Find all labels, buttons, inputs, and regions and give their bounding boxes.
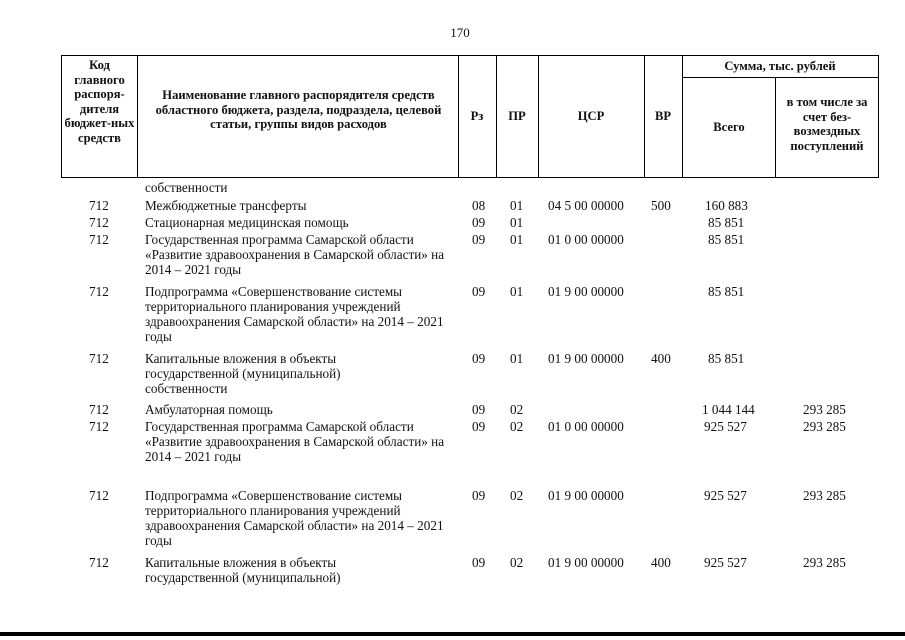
row-total: 160 883 — [705, 198, 748, 213]
row-rz: 09 — [472, 555, 486, 570]
row-name: Амбулаторная помощь — [145, 402, 273, 417]
row-rz: 09 — [472, 215, 486, 230]
row-rz: 09 — [472, 351, 486, 366]
row-code: 712 — [89, 555, 109, 570]
row-pr: 02 — [510, 419, 524, 434]
row-pr: 02 — [510, 488, 524, 503]
row-code: 712 — [89, 402, 109, 417]
row-rz: 09 — [472, 232, 486, 247]
row-csr: 01 9 00 00000 — [548, 555, 624, 570]
row-name: собственности — [145, 180, 228, 195]
row-code: 712 — [89, 198, 109, 213]
row-vr: 400 — [651, 555, 671, 570]
row-total: 1 044 144 — [702, 402, 755, 417]
row-name: Подпрограмма «Совершенствование системы территориального планирования учреждений здравоохранения Самарской области» на 2014 – 2021 годы — [145, 284, 444, 344]
row-incl: 293 285 — [803, 402, 846, 417]
row-pr: 01 — [510, 232, 524, 247]
row-rz: 09 — [472, 419, 486, 434]
row-pr: 01 — [510, 215, 524, 230]
row-name: Капитальные вложения в объекты государственной (муниципальной) собственности — [145, 351, 341, 396]
row-csr: 01 9 00 00000 — [548, 488, 624, 503]
row-incl: 293 285 — [803, 555, 846, 570]
row-rz: 09 — [472, 402, 486, 417]
row-csr: 01 9 00 00000 — [548, 351, 624, 366]
row-rz: 09 — [472, 284, 486, 299]
row-total: 85 851 — [708, 215, 745, 230]
row-code: 712 — [89, 284, 109, 299]
row-total: 85 851 — [708, 232, 745, 247]
row-total: 925 527 — [704, 555, 747, 570]
header-rz: Рз — [470, 109, 484, 123]
header-total: Всего — [713, 120, 745, 134]
row-pr: 01 — [510, 351, 524, 366]
row-incl: 293 285 — [803, 419, 846, 434]
row-csr: 04 5 00 00000 — [548, 198, 624, 213]
page-bottom-border — [0, 632, 905, 636]
header-sum-group: Сумма, тыс. рублей — [724, 59, 836, 73]
row-vr: 500 — [651, 198, 671, 213]
row-rz: 09 — [472, 488, 486, 503]
header-name: Наименование главного распорядителя средств областного бюджета, раздела, подраздела, целевой статьи, группы видов расходов — [155, 88, 442, 131]
row-pr: 02 — [510, 555, 524, 570]
header-code: Код главного распоря-дителя бюджет-ных средств — [64, 58, 135, 145]
row-code: 712 — [89, 215, 109, 230]
row-name: Межбюджетные трансферты — [145, 198, 307, 213]
page-number: 170 — [450, 25, 470, 40]
row-name: Государственная программа Самарской области «Развитие здравоохранения в Самарской области» на 2014 – 2021 годы — [145, 419, 445, 464]
row-total: 925 527 — [704, 419, 747, 434]
row-pr: 01 — [510, 284, 524, 299]
row-name: Капитальные вложения в объекты государственной (муниципальной) — [145, 555, 341, 585]
header-vr: ВР — [654, 109, 672, 123]
row-pr: 02 — [510, 402, 524, 417]
row-rz: 08 — [472, 198, 486, 213]
row-total: 85 851 — [708, 351, 745, 366]
row-vr: 400 — [651, 351, 671, 366]
row-csr: 01 0 00 00000 — [548, 419, 624, 434]
row-code: 712 — [89, 488, 109, 503]
row-incl: 293 285 — [803, 488, 846, 503]
header-pr: ПР — [508, 109, 526, 123]
row-pr: 01 — [510, 198, 524, 213]
row-name: Стационарная медицинская помощь — [145, 215, 349, 230]
row-total: 925 527 — [704, 488, 747, 503]
row-csr: 01 9 00 00000 — [548, 284, 624, 299]
row-name: Подпрограмма «Совершенствование системы территориального планирования учреждений здравоохранения Самарской области» на 2014 – 2021 годы — [145, 488, 444, 548]
row-code: 712 — [89, 351, 109, 366]
row-code: 712 — [89, 419, 109, 434]
row-code: 712 — [89, 232, 109, 247]
header-incl: в том числе за счет без-возмездных поступлений — [786, 95, 868, 153]
row-total: 85 851 — [708, 284, 745, 299]
row-csr: 01 0 00 00000 — [548, 232, 624, 247]
row-name: Государственная программа Самарской области «Развитие здравоохранения в Самарской области» на 2014 – 2021 годы — [145, 232, 445, 277]
header-csr: ЦСР — [577, 109, 605, 123]
